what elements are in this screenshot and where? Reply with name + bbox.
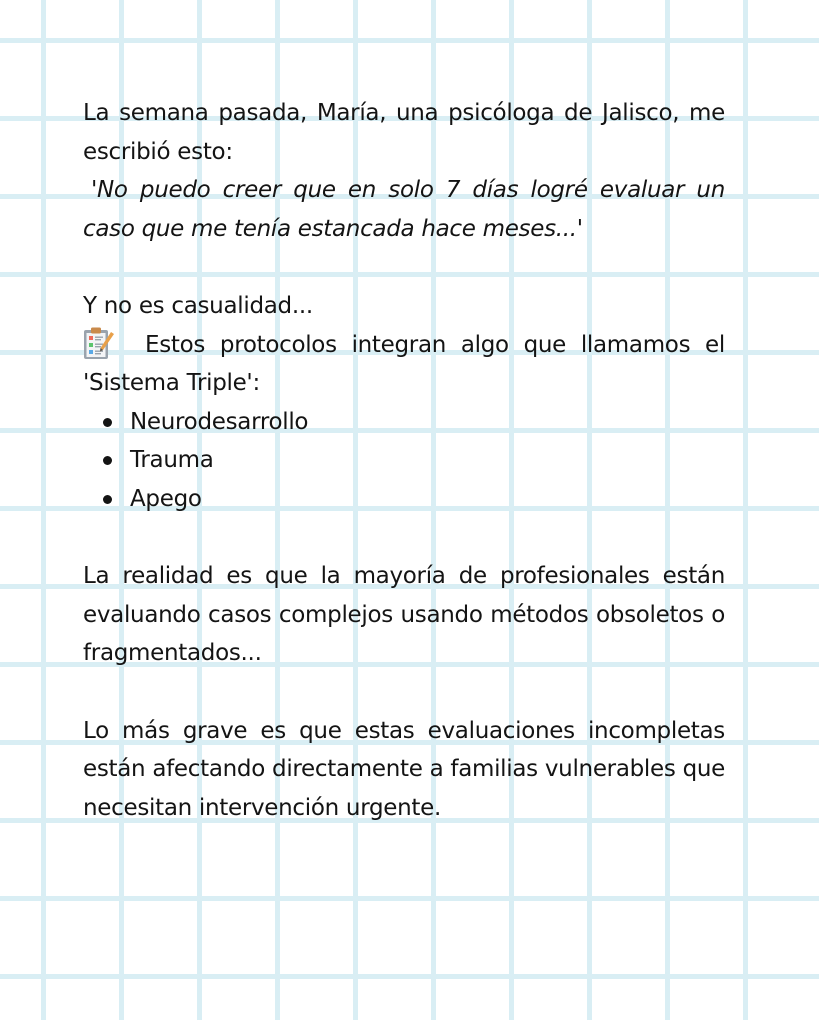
post-body	[83, 94, 725, 827]
reality-paragraph: La realidad es que la mayoría de profesionales están evaluando casos complejos usando métodos obsoletos o fragmentados...	[83, 563, 725, 667]
triple-system-intro	[83, 326, 725, 403]
bullet-icon	[103, 418, 112, 427]
list-item-label: Apego	[130, 485, 202, 512]
testimonial-quote	[83, 171, 725, 248]
list-item-label: Neurodesarrollo	[130, 408, 309, 435]
list-item	[103, 480, 725, 519]
list-item	[103, 403, 725, 442]
bullet-icon	[103, 495, 112, 504]
spacer	[83, 248, 725, 287]
triple-system-list	[83, 403, 725, 519]
spacer	[83, 519, 725, 558]
list-item	[103, 441, 725, 480]
list-item-label: Trauma	[130, 447, 214, 474]
clipboard-icon	[83, 326, 115, 360]
triple-system-text: Estos protocolos integran algo que llamamos el 'Sistema Triple':	[83, 331, 725, 397]
spacer	[83, 673, 725, 712]
lead-text: Y no es casualidad...	[83, 292, 313, 319]
testimonial-quote-text: 'No puedo creer que en solo 7 días logré evaluar un caso que me tenía estancada hace meses...'	[83, 177, 725, 242]
bullet-icon	[103, 456, 112, 465]
intro-text: La semana pasada, María, una psicóloga de Jalisco, me escribió esto:	[83, 100, 725, 165]
urgency-paragraph: Lo más grave es que estas evaluaciones incompletas están afectando directamente a familias vulnerables que necesitan intervención urgente.	[83, 717, 725, 821]
